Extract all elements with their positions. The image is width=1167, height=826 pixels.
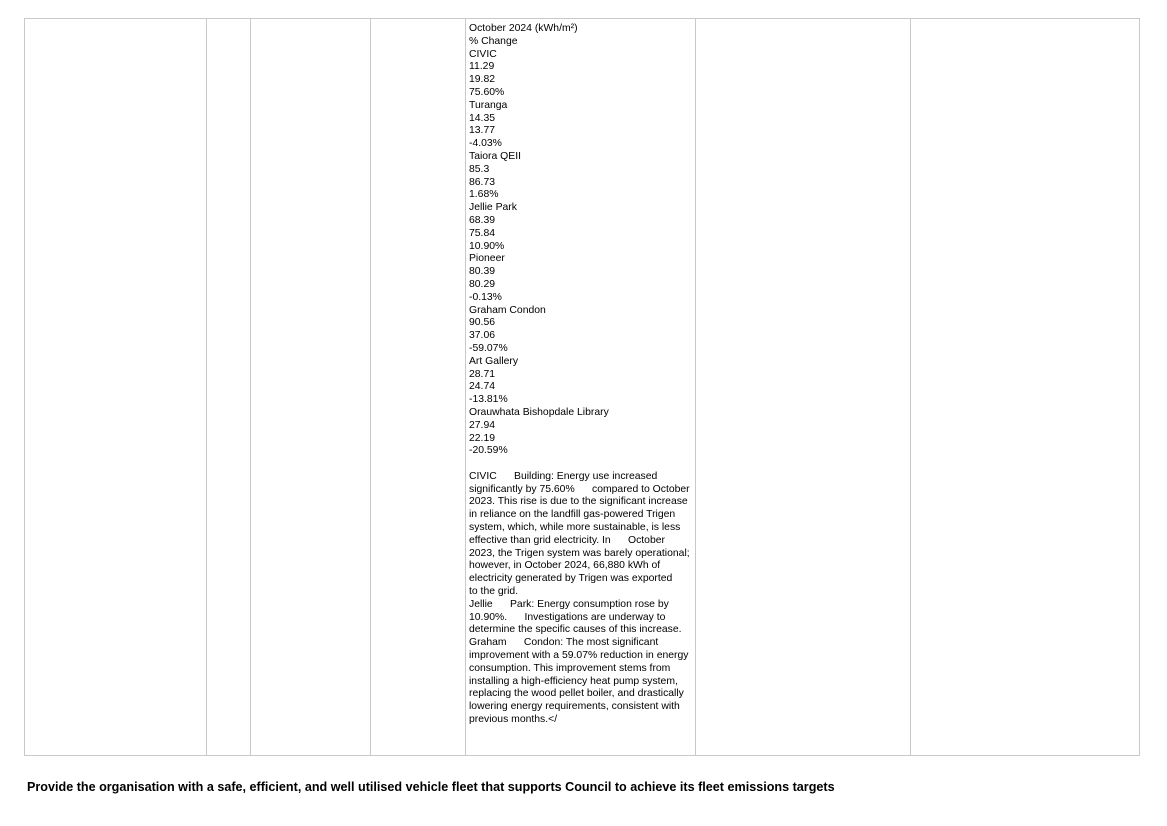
building-v2023: 90.56 — [469, 317, 496, 329]
building-v2023: 80.39 — [469, 266, 496, 278]
building-v2023: 14.35 — [469, 112, 496, 124]
commentary-paragraph: Jellie Park: Energy consumption rose by 10.90%. Investigations are underway to determine the specific causes of this increase. Graham Condon: The most significant improvement with a 59.07% reduction in energy consumption. This improvement stems from installing a high-efficiency heat pump system, replacing the wood pellet boiler, and drastically lowering energy requirements, consistent with previous months.</ — [469, 598, 692, 726]
building-v2023: 27.94 — [469, 419, 496, 431]
column-divider — [250, 19, 251, 755]
building-name: Taiora QEII — [469, 150, 521, 162]
building-v2024: 37.06 — [469, 330, 496, 342]
building-name: Art Gallery — [469, 355, 519, 367]
section-heading: Provide the organisation with a safe, efficient, and well utilised vehicle fleet that supports Council to achieve its fleet emissions targets — [27, 780, 835, 794]
building-name: Graham Condon — [469, 304, 546, 316]
column-divider — [206, 19, 207, 755]
column-divider — [695, 19, 696, 755]
building-name: Pioneer — [469, 253, 505, 265]
building-list — [469, 49, 691, 459]
energy-intensity-cell — [469, 23, 691, 727]
building-change: -0.13% — [469, 291, 502, 303]
building-change: 75.60% — [469, 86, 505, 98]
building-v2023: 28.71 — [469, 368, 496, 380]
header-line: % Change — [469, 35, 518, 47]
column-divider — [370, 19, 371, 755]
building-name: Orauwhata Bishopdale Library — [469, 406, 609, 418]
building-change: 1.68% — [469, 189, 499, 201]
building-change: -4.03% — [469, 138, 502, 150]
spacer — [469, 458, 691, 471]
building-v2024: 80.29 — [469, 278, 496, 290]
building-v2023: 11.29 — [469, 61, 495, 73]
building-change: -20.59% — [469, 445, 508, 457]
building-name: CIVIC — [469, 48, 497, 60]
building-name: Jellie Park — [469, 202, 517, 214]
header-line: October 2024 (kWh/m²) — [469, 23, 578, 34]
column-divider — [910, 19, 911, 755]
building-change: 10.90% — [469, 240, 505, 252]
commentary-paragraph: CIVIC Building: Energy use increased significantly by 75.60% compared to October 2023. This rise is due to the significant increase in reliance on the landfill gas-powered Trigen system, which, while more sustainable, is less effective than grid electricity. In October 2023, the Trigen system was barely operational; however, in October 2024, 66,880 kWh of electricity generated by Trigen was exported to the grid. — [469, 470, 693, 598]
building-v2023: 68.39 — [469, 214, 496, 226]
building-v2023: 85.3 — [469, 163, 490, 175]
building-v2024: 86.73 — [469, 176, 496, 188]
building-v2024: 19.82 — [469, 74, 496, 86]
building-v2024: 13.77 — [469, 125, 496, 137]
building-v2024: 75.84 — [469, 227, 496, 239]
column-divider — [465, 19, 466, 755]
building-v2024: 24.74 — [469, 381, 496, 393]
commentary — [469, 471, 691, 727]
building-change: -59.07% — [469, 342, 508, 354]
building-change: -13.81% — [469, 394, 508, 406]
building-name: Turanga — [469, 99, 508, 111]
building-v2024: 22.19 — [469, 432, 496, 444]
report-table — [24, 18, 1140, 756]
